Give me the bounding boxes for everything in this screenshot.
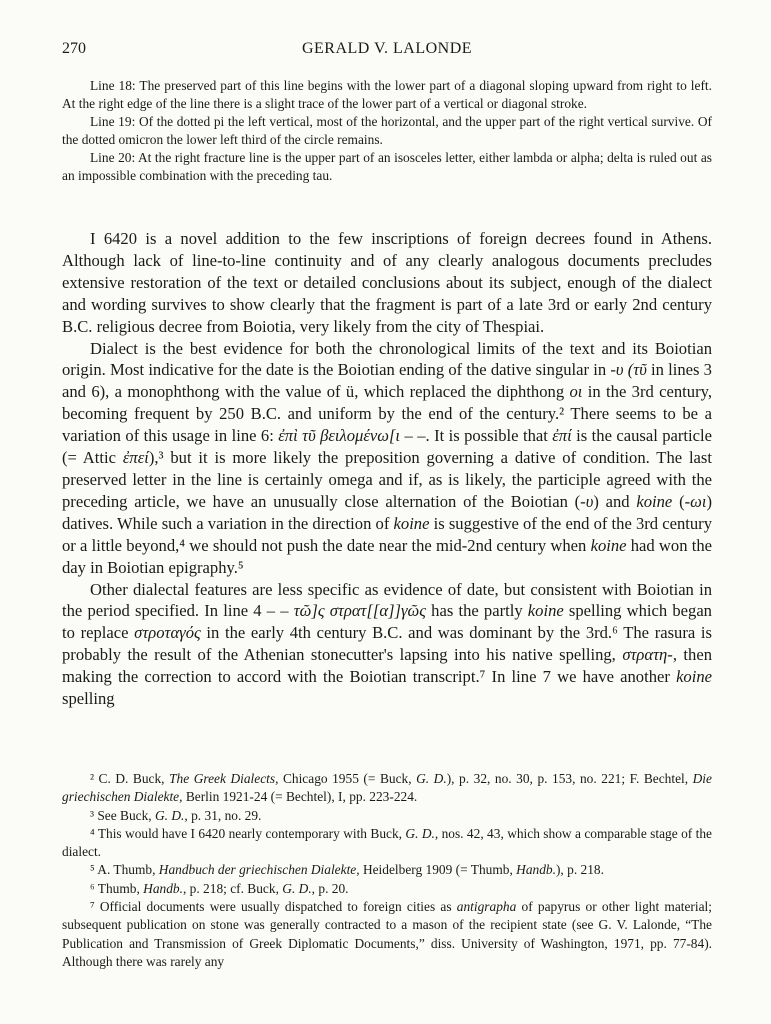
- footnote-4: ⁴ This would have I 6420 nearly contemporary with Buck, G. D., nos. 42, 43, which show a comparable stage of the dialect.: [62, 825, 712, 860]
- footnotes: [62, 770, 712, 971]
- note-line-20: Line 20: At the right fracture line is the upper part of an isosceles letter, either lambda or alpha; delta is ruled out as an impossible combination with the preceding tau.: [62, 150, 712, 183]
- paragraph-3: Other dialectal features are less specific as evidence of date, but consistent with Boiotian in the period specified. In line 4 – – τῶ]ς στρατ[[α]]γῶς has the partly koine spelling which began to replace στροταγός in the early 4th century B.C. and was dominant by the 3rd.⁶ The rasura is probably the result of the Athenian stonecutter's lapsing into his native spelling, στρατη-, then making the correction to accord with the Boiotian transcript.⁷ In line 7 we have another koine spelling: [62, 579, 712, 709]
- footnote-6: ⁶ Thumb, Handb., p. 218; cf. Buck, G. D., p. 20.: [90, 880, 349, 896]
- epigraphic-notes: [62, 77, 712, 185]
- footnote-7: ⁷ Official documents were usually dispatched to foreign cities as antigrapha of papyrus or other light material; subsequent publication on stone was generally contracted to a mason of the recipient state (see G. V. Lalonde, “The Publication and Transmission of Greek Diplomatic Documents,” diss. University of Washington, 1971, pp. 77-84). Although there was rarely any: [62, 899, 712, 969]
- footnote-5: ⁵ A. Thumb, Handbuch der griechischen Dialekte, Heidelberg 1909 (= Thumb, Handb.), p. 218.: [90, 862, 604, 878]
- footnote-2: ² C. D. Buck, The Greek Dialects, Chicago 1955 (= Buck, G. D.), p. 32, no. 30, p. 153, no. 221; F. Bechtel, Die griechischen Dialekte, Berlin 1921-24 (= Bechtel), I, pp. 223-224.: [62, 771, 712, 805]
- paragraph-1: I 6420 is a novel addition to the few inscriptions of foreign decrees found in Athens. Although lack of line-to-line continuity and of any clearly analogous documents precludes extensive restoration of the text or detailed conclusions about its subject, enough of the dialect and wording survives to show clearly that the fragment is part of a late 3rd or early 2nd century B.C. religious decree from Boiotia, very likely from the city of Thespiai.: [62, 229, 712, 336]
- note-line-19: Line 19: Of the dotted pi the left vertical, most of the horizontal, and the upper part of the right vertical survive. Of the dotted omicron the lower left third of the circle remains.: [62, 114, 712, 147]
- running-head: GERALD V. LALONDE: [301, 40, 473, 57]
- footnote-3: ³ See Buck, G. D., p. 31, no. 29.: [90, 807, 262, 823]
- main-text: [62, 228, 712, 710]
- page-number: 270: [62, 40, 86, 57]
- note-line-18: Line 18: The preserved part of this line begins with the lower part of a diagonal sloping upward from right to left. At the right edge of the line there is a slight trace of the lower part of a vertical or diagonal stroke.: [62, 78, 712, 111]
- paragraph-2: Dialect is the best evidence for both the chronological limits of the text and its Boiotian origin. Most indicative for the date is the Boiotian ending of the dative singular in -υ (τῦ in lines 3 and 6), a monophthong with the value of ü, which replaced the diphthong οι in the 3rd century, becoming frequent by 250 B.C. and uniform by the end of the century.² There seems to be a variation of this usage in line 6: ἐπὶ τῦ βειλομένω[ι – –. It is possible that ἐπί is the causal particle (= Attic ἐπεί),³ but it is more likely the preposition governing a dative of condition. The last preserved letter in the line is certainly omega and if, as is likely, the participle agreed with the preceding article, we have an unusually close alternation of the Boiotian (-υ) and koine (-ωι) datives. While such a variation in the direction of koine is suggestive of the end of the 3rd century or a little beyond,⁴ we should not push the date near the mid-2nd century when koine had won the day in Boiotian epigraphy.⁵: [62, 338, 712, 577]
- page-header: [62, 40, 712, 64]
